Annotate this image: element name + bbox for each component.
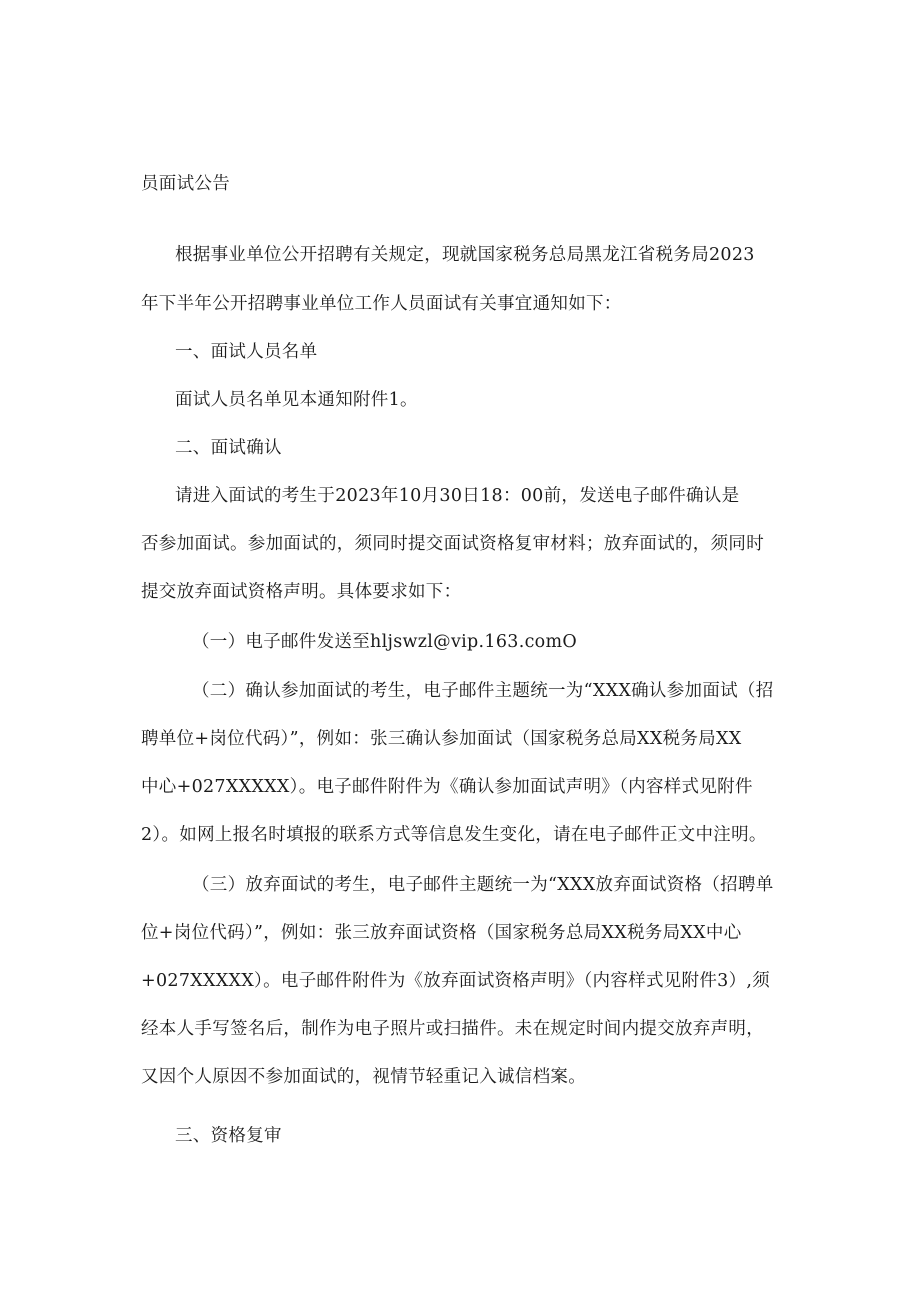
item-3-line-2: 位+岗位代码）”，例如：张三放弃面试资格（国家税务总局XX税务局XX中心	[141, 923, 742, 943]
item-3-line-4: 经本人手写签名后，制作为电子照片或扫描件。未在规定时间内提交放弃声明，	[141, 1019, 764, 1039]
item-2-line-3: 中心+027XXXXX）。电子邮件附件为《确认参加面试声明》（内容样式见附件	[141, 777, 753, 797]
item-3-line-3: +027XXXXX）。电子邮件附件为《放弃面试资格声明》（内容样式见附件3）,须	[141, 971, 771, 991]
section-3-heading: 三、资格复审	[175, 1126, 282, 1146]
item-2-line-4: 2）。如网上报名时填报的联系方式等信息发生变化，请在电子邮件正文中注明。	[141, 825, 767, 845]
intro-paragraph-line-1: 根据事业单位公开招聘有关规定，现就国家税务总局黑龙江省税务局2023	[175, 245, 755, 265]
item-1-email-address: （一）电子邮件发送至hljswzl@vip.163.comO	[192, 632, 578, 652]
item-3-line-1: （三）放弃面试的考生，电子邮件主题统一为“XXX放弃面试资格（招聘单	[192, 875, 774, 895]
item-2-line-1: （二）确认参加面试的考生，电子邮件主题统一为“XXX确认参加面试（招	[192, 681, 774, 701]
section-2-heading: 二、面试确认	[175, 438, 282, 458]
item-2-line-2: 聘单位+岗位代码）”，例如：张三确认参加面试（国家税务总局XX税务局XX	[141, 729, 742, 749]
section-2-body-line-1: 请进入面试的考生于2023年10月30日18：00前，发送电子邮件确认是	[175, 486, 740, 506]
document-title: 员面试公告	[141, 174, 230, 194]
item-3-line-5: 又因个人原因不参加面试的，视情节轻重记入诚信档案。	[141, 1067, 586, 1087]
section-1-heading: 一、面试人员名单	[175, 342, 318, 362]
section-2-body-line-3: 提交放弃面试资格声明。具体要求如下：	[141, 582, 462, 602]
intro-paragraph-line-2: 年下半年公开招聘事业单位工作人员面试有关事宜通知如下：	[141, 294, 622, 314]
section-2-body-line-2: 否参加面试。参加面试的，须同时提交面试资格复审材料；放弃面试的，须同时	[141, 534, 764, 554]
section-1-body: 面试人员名单见本通知附件1。	[175, 390, 418, 410]
